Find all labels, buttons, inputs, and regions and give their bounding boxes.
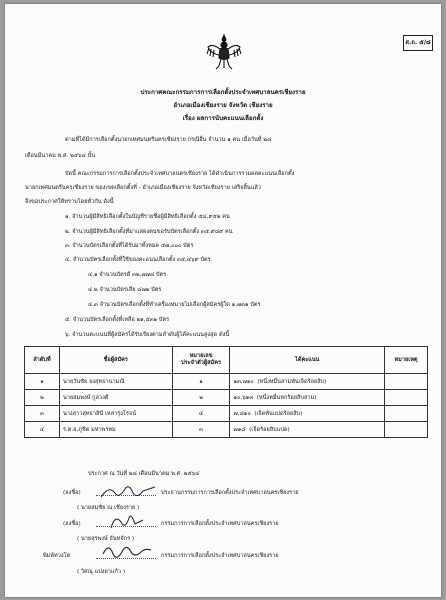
sign-title-3: กรรมการการเลือกตั้งประจำเทศบาลนครเชียงราย — [161, 553, 279, 559]
signature-2-icon — [107, 510, 147, 532]
cell-number: ๔ — [172, 406, 230, 422]
garuda-emblem-icon — [206, 33, 242, 71]
signature-3-icon — [101, 540, 153, 562]
table-header-row — [25, 347, 428, 374]
header-name: ชื่อผู้สมัคร — [59, 347, 172, 374]
title-line1: ประกาศคณะกรรมการการเลือกตั้งประจำเทศบาลนครเชียงราย — [140, 89, 306, 96]
cell-name: นายสมพงษ์ กูลวงศ์ — [59, 390, 172, 406]
sign-name-3: ( วิศณุ แปงยาแก้ว ) — [77, 569, 126, 575]
paragraph-2c: จึงขอประกาศให้ทราบโดยทั่วกัน ดังนี้ — [25, 199, 114, 205]
cell-rank: ๓ — [25, 406, 60, 422]
sign-label-3: พิมพ์ทวงโต — [43, 553, 71, 559]
sub-item-4-2: ๔.๒ จำนวนบัตรเสีย ๘๗๑ บัตร — [88, 287, 162, 293]
cell-number: ๓ — [172, 422, 230, 438]
cell-note — [385, 374, 428, 390]
cell-score: ๗,๘๑๐ (เจ็ดพันแปดร้อยสิบ) — [230, 406, 385, 422]
item-3: ๓. จำนวนบัตรเลือกตั้งที่ได้รับมาทั้งหมด ๕๗,๐๐๐ บัตร — [65, 243, 194, 249]
paragraph-1b: เดือนมีนาคม พ.ศ. ๒๕๖๔ นั้น — [25, 153, 96, 159]
paragraph-2a: บัดนี้ คณะกรรมการการเลือกตั้งประจำเทศบาลนครเชียงราย ได้ดำเนินการรวมผลคะแนนเลือกตั้ง — [65, 171, 295, 177]
cell-rank: ๒ — [25, 390, 60, 406]
title-line2: อำเภอเมืองเชียงราย จังหวัด เชียงราย — [173, 102, 273, 109]
item-5: ๕. จำนวนบัตรเลือกตั้งที่เหลือ ๒๑,๕๓๑ บัตร — [65, 317, 170, 323]
table-row — [25, 422, 428, 438]
item-4: ๔. จำนวนบัตรเลือกตั้งที่ใช้ของคะแนนเลือกตั้ง ๓๕,๔๖๙ บัตร — [65, 257, 211, 263]
table-row — [25, 406, 428, 422]
cell-note — [385, 406, 428, 422]
cell-number: ๒ — [172, 390, 230, 406]
header-note: หมายเหตุ — [385, 347, 428, 374]
header-score: ได้คะแนน — [230, 347, 385, 374]
sign-label-1: (ลงชื่อ) — [63, 490, 81, 496]
header-number: หมายเลข ประจำตัวผู้สมัคร — [172, 347, 230, 374]
results-table — [24, 346, 428, 438]
item-2: ๒. จำนวนผู้มีสิทธิเลือกตั้งที่มาแสดงตนขอรับบัตรเลือกตั้ง ๓๕,๙๘๙ คน — [65, 229, 233, 235]
sign-title-2: กรรมการการเลือกตั้งประจำเทศบาลนครเชียงราย — [161, 521, 279, 527]
header-rank: ลำดับที่ — [25, 347, 60, 374]
form-code-box: ส.ถ. ๕/๘ — [403, 35, 433, 51]
announce-date: ประกาศ ณ วันที่ ๒๘ เดือนมีนาคม พ.ศ. ๒๕๖๔ — [88, 471, 200, 477]
item-6: ๖. จำนวนคะแนนที่ผู้สมัครได้รับเรียงตามลำดับผู้ได้คะแนนสูงสุด ดังนี้ — [65, 332, 230, 338]
cell-score: ๑๓,๗๑๐ (หนึ่งหมื่นสามพันเจ็ดร้อยสิบ) — [230, 374, 385, 390]
item-1: ๑. จำนวนผู้มีสิทธิเลือกตั้งในบัญชีรายชื่อผู้มีสิทธิเลือกตั้ง ๕๔,๙๕๒ คน — [65, 214, 230, 220]
title-line3: เรื่อง ผลการนับคะแนนเลือกตั้ง — [182, 115, 264, 122]
cell-name: ร.ต.อ.ภูชิต มหาพรหม — [59, 422, 172, 438]
sign-name-2: ( นายสุรพงษ์ ธันทจักร ) — [77, 536, 135, 542]
paragraph-2b: นายกเทศมนตรีนครเชียงราย ของเขตเลือกตั้งที่ - อำเภอเมืองเชียงราย จังหวัดเชียงราย เสร็จสิ้นแล้ว — [25, 185, 261, 191]
cell-score: ๑๐,๖๑๓ (หนึ่งหมื่นหกร้อยสิบสาม) — [230, 390, 385, 406]
cell-rank: ๔ — [25, 422, 60, 438]
paragraph-1a: ตามที่ได้มีการเลือกตั้งนายกเทศมนตรีนครเชียงราย กรณีอื่น จำนวน ๑ คน เมื่อวันที่ ๒๘ — [65, 137, 272, 143]
table-row — [25, 390, 428, 406]
cell-name: นางสาวสุทธาสินี เหล่ารุ่งโรจน์ — [59, 406, 172, 422]
cell-rank: ๑ — [25, 374, 60, 390]
document-page — [5, 4, 441, 597]
sub-item-4-1: ๔.๑ จำนวนบัตรดี ๓๒,๗๗๘ บัตร — [88, 272, 167, 278]
sign-label-2: (ลงชื่อ) — [63, 521, 81, 527]
sub-item-4-3: ๔.๓ จำนวนบัตรเลือกตั้งที่ทำเครื่องหมายไม่เลือกผู้สมัครผู้ใด ๑,๗๓๑ บัตร — [88, 302, 261, 308]
cell-score: ๗๑๘ (เจ็ดร้อยสิบแปด) — [230, 422, 385, 438]
cell-note — [385, 390, 428, 406]
table-row — [25, 374, 428, 390]
cell-number: ๑ — [172, 374, 230, 390]
cell-name: นายวันชัย จงสุทธานามณี — [59, 374, 172, 390]
sign-title-1: ประธานกรรมการการเลือกตั้งประจำเทศบาลนครเชียงราย — [161, 490, 299, 496]
signature-1-icon — [99, 481, 157, 503]
sign-name-1: ( นายสมชัย ณ เชียงราย ) — [77, 505, 140, 511]
cell-note — [385, 422, 428, 438]
